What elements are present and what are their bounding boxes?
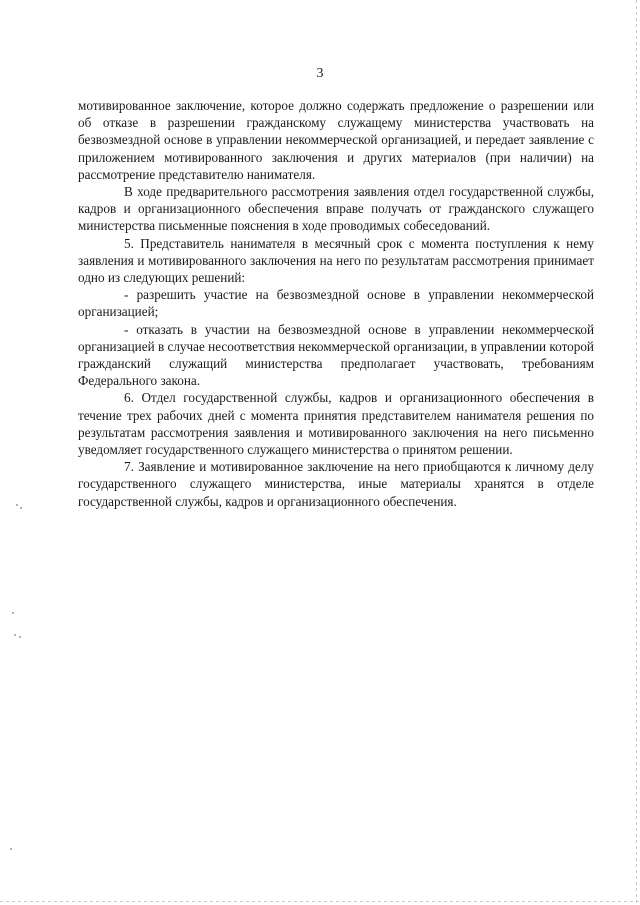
scan-speck: [19, 636, 21, 638]
list-item-permit: - разрешить участие на безвозмездной основе в управлении некоммерческой организацией;: [78, 287, 594, 320]
paragraph-preliminary-review: В ходе предварительного рассмотрения заявления отдел государственной службы, кадров и организационного обеспечения вправе получать от гражданского служащего министерства письменные пояснения в ходе проводимых собеседований.: [78, 184, 594, 234]
scan-speck: [16, 504, 18, 506]
scan-edge-right: [636, 0, 637, 905]
scan-edge-bottom: [0, 901, 640, 902]
scan-speck: [12, 612, 14, 614]
paragraph-item-5: 5. Представитель нанимателя в месячный срок с момента поступления к нему заявления и мотивированного заключения на него по результатам рассмотрения принимает одно из следующих решений:: [78, 235, 594, 286]
page-number: 3: [316, 66, 324, 81]
paragraph-item-6: 6. Отдел государственной службы, кадров и организационного обеспечения в течение трех рабочих дней с момента принятия представителем нанимателя решения по результатам рассмотрения заявления и мотивированного заключения на него письменно уведомляет государственного служащего министерства о принятом решении.: [78, 390, 594, 458]
document-body: [78, 97, 594, 510]
paragraph-item-7: 7. Заявление и мотивированное заключение на него приобщаются к личному делу государственного служащего министерства, иные материалы хранятся в отделе государственной службы, кадров и организационного обеспечения.: [78, 459, 594, 509]
scan-speck: [14, 634, 16, 636]
paragraph-continuation: мотивированное заключение, которое должно содержать предложение о разрешении или об отказе в разрешении гражданскому служащему министерства участвовать на безвозмездной основе в управлении некоммерческой организацией, и передает заявление с приложением мотивированного заключения и других материалов (при наличии) на рассмотрение представителю нанимателя.: [78, 98, 594, 182]
scan-speck: [20, 507, 22, 509]
list-item-refuse: - отказать в участии на безвозмездной основе в управлении некоммерческой организацией в случае несоответствия некоммерческой организации, в управлении которой гражданский служащий министерства предполагает участвовать, требованиям Федерального закона.: [78, 321, 594, 389]
scan-speck: [10, 848, 12, 850]
